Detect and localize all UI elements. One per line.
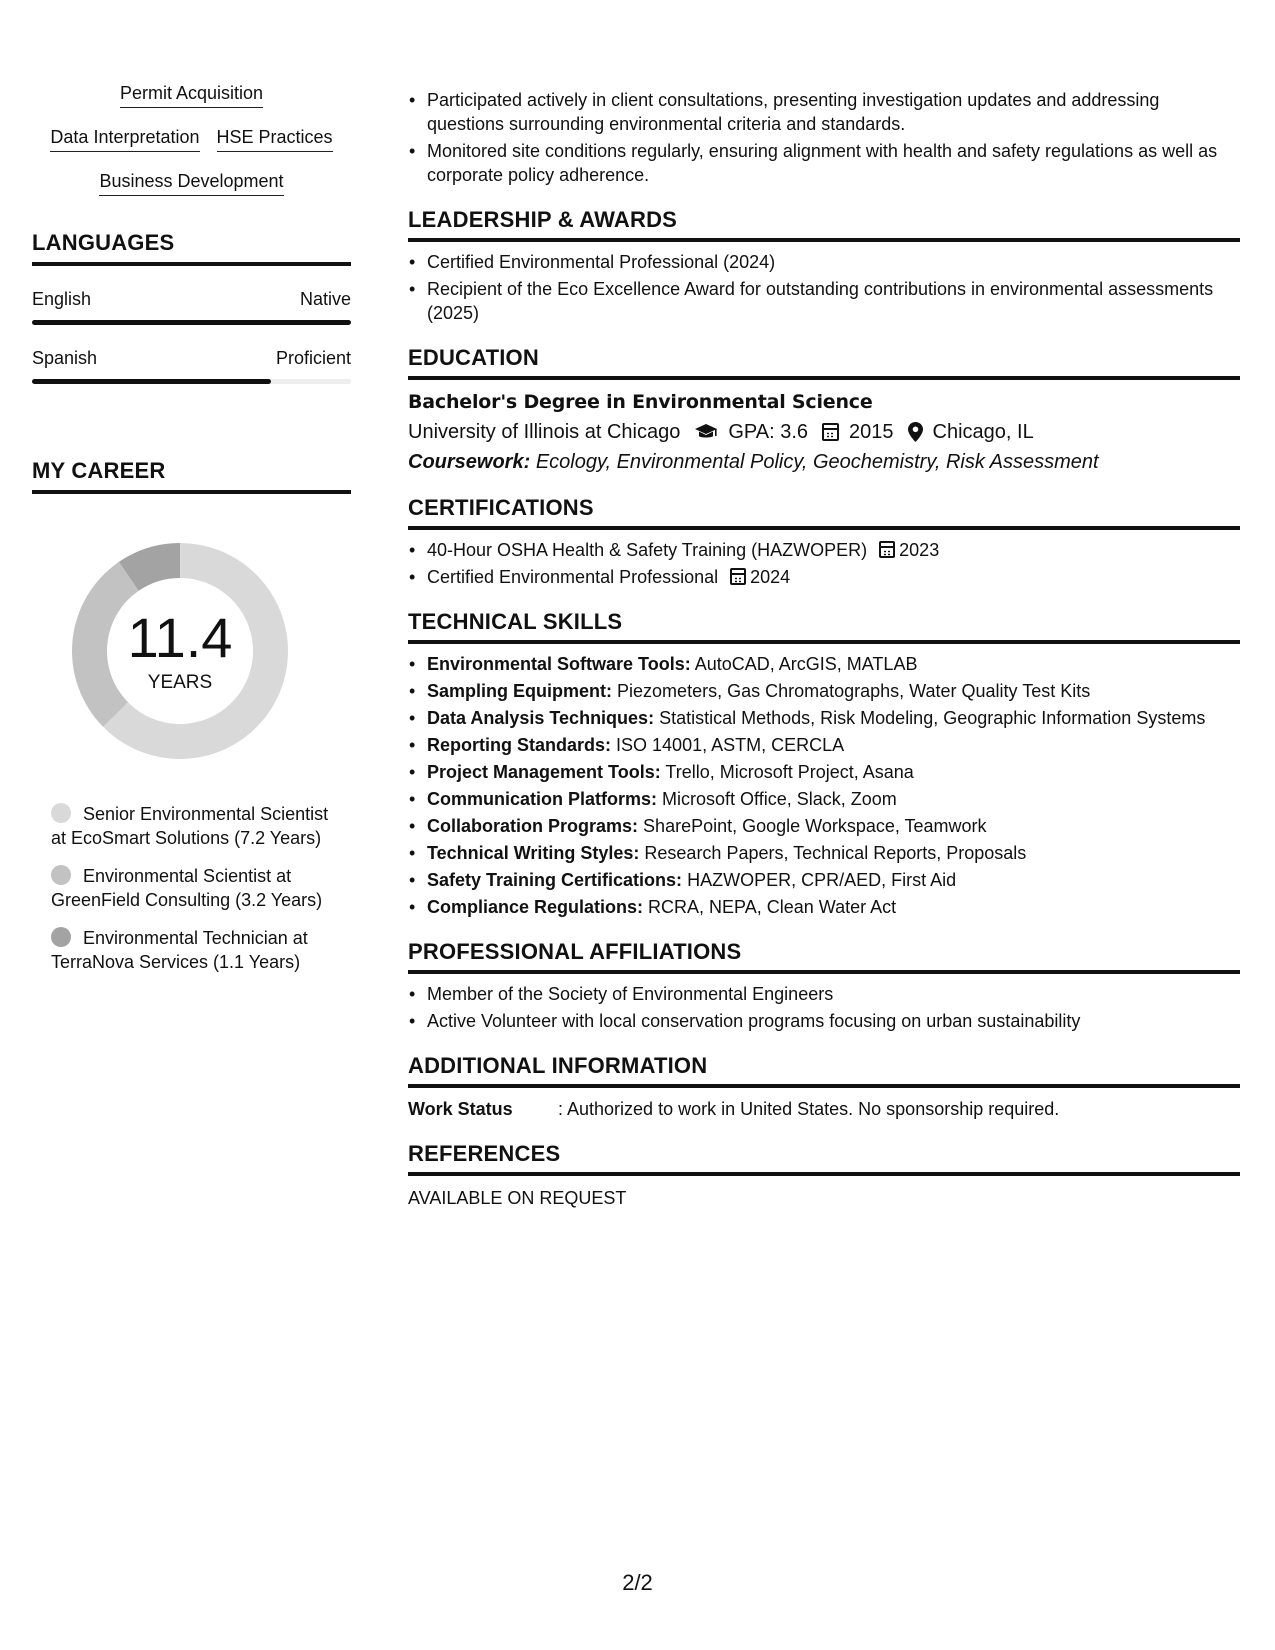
career-heading: MY CAREER <box>32 458 351 494</box>
work-status-row <box>408 1097 1240 1121</box>
career-item <box>51 864 331 912</box>
education-degree: Bachelor's Degree in Environmental Science <box>408 391 873 413</box>
calendar-icon <box>822 423 839 441</box>
skill-label: Safety Training Certifications: <box>427 870 683 890</box>
career-item-text: Environmental Technician at TerraNova Services (1.1 Years) <box>51 928 308 972</box>
location-pin-icon <box>908 422 923 442</box>
skill-tag: Business Development <box>99 170 283 196</box>
language-level: Proficient <box>275 348 351 368</box>
education-gpa: GPA: 3.6 <box>728 421 809 443</box>
language-bar <box>32 320 351 325</box>
certification-name: 40-Hour OSHA Health & Safety Training (HAZWOPER) <box>427 540 868 560</box>
career-total: 11.4 <box>127 606 233 669</box>
technical-skills-heading: TECHNICAL SKILLS <box>408 609 1240 644</box>
language-bar-fill <box>32 320 351 325</box>
skill-label: Communication Platforms: <box>427 789 658 809</box>
work-status-value: : Authorized to work in United States. No sponsorship required. <box>558 1099 1060 1119</box>
list-item <box>408 706 1240 730</box>
technical-skills-list <box>408 652 1240 919</box>
leadership-list <box>408 250 1240 325</box>
language-spanish <box>32 347 351 384</box>
certification-year: 2023 <box>899 540 940 560</box>
additional-info-heading: ADDITIONAL INFORMATION <box>408 1053 1240 1088</box>
education-details <box>408 419 1240 445</box>
skill-value: RCRA, NEPA, Clean Water Act <box>648 897 897 917</box>
experience-bullets <box>408 88 1240 187</box>
career-donut <box>65 536 295 766</box>
skill-label: Reporting Standards: <box>427 735 612 755</box>
list-item <box>408 538 1240 562</box>
career-item <box>51 802 331 850</box>
skill-label: Technical Writing Styles: <box>427 843 640 863</box>
list-item <box>408 760 1240 784</box>
list-item <box>408 841 1240 865</box>
education-heading: EDUCATION <box>408 345 1240 380</box>
language-name: English <box>32 289 92 309</box>
affiliations-heading: PROFESSIONAL AFFILIATIONS <box>408 939 1240 974</box>
certifications-list <box>408 538 1240 589</box>
list-item: • Participated actively in client consultations, presenting investigation updates and addressing questions surrounding environmental criteria and standards. <box>408 88 1240 136</box>
skill-label: Compliance Regulations: <box>427 897 644 917</box>
skill-value: HAZWOPER, CPR/AED, First Aid <box>687 870 957 890</box>
list-item: • Active Volunteer with local conservation programs focusing on urban sustainability <box>408 1009 1240 1033</box>
list-item: • Monitored site conditions regularly, ensuring alignment with health and safety regulations as well as corporate policy adherence. <box>408 139 1240 187</box>
language-bar <box>32 379 351 384</box>
career-item-text: Senior Environmental Scientist at EcoSmart Solutions (7.2 Years) <box>51 804 329 848</box>
education-coursework <box>408 449 1240 475</box>
graduation-cap-icon <box>694 423 718 441</box>
legend-dot <box>51 803 71 823</box>
skill-tags <box>32 82 351 196</box>
education-school: University of Illinois at Chicago <box>408 421 681 443</box>
list-item <box>408 652 1240 676</box>
certification-year: 2024 <box>750 567 791 587</box>
skill-tag: HSE Practices <box>217 126 333 152</box>
skill-value: Research Papers, Technical Reports, Proposals <box>644 843 1027 863</box>
coursework-label: Coursework: <box>408 451 531 473</box>
certifications-heading: CERTIFICATIONS <box>408 495 1240 530</box>
calendar-icon <box>879 541 895 558</box>
skill-value: Trello, Microsoft Project, Asana <box>665 762 914 782</box>
list-item: • Certified Environmental Professional (2024) <box>408 250 1240 274</box>
skill-value: Piezometers, Gas Chromatographs, Water Quality Test Kits <box>617 681 1091 701</box>
legend-dot <box>51 927 71 947</box>
sidebar <box>32 82 351 988</box>
list-item <box>408 895 1240 919</box>
skill-label: Collaboration Programs: <box>427 816 639 836</box>
list-item <box>408 565 1240 589</box>
language-level: Native <box>299 289 351 309</box>
list-item: • Member of the Society of Environmental Engineers <box>408 982 1240 1006</box>
affiliations-list <box>408 982 1240 1033</box>
education-location: Chicago, IL <box>932 421 1034 443</box>
skill-value: ISO 14001, ASTM, CERCLA <box>616 735 845 755</box>
list-item <box>408 679 1240 703</box>
skill-tag: Data Interpretation <box>50 126 199 152</box>
skill-label: Sampling Equipment: <box>427 681 613 701</box>
list-item <box>408 868 1240 892</box>
skill-label: Project Management Tools: <box>427 762 661 782</box>
language-bar-fill <box>32 379 271 384</box>
legend-dot <box>51 865 71 885</box>
skill-value: Statistical Methods, Risk Modeling, Geographic Information Systems <box>659 708 1206 728</box>
language-name: Spanish <box>32 348 98 368</box>
page-number: 2/2 <box>622 1570 653 1595</box>
skill-tag: Permit Acquisition <box>120 82 263 108</box>
leadership-heading: LEADERSHIP & AWARDS <box>408 207 1240 242</box>
references-heading: REFERENCES <box>408 1141 1240 1176</box>
language-english <box>32 288 351 325</box>
references-text: AVAILABLE ON REQUEST <box>408 1188 627 1208</box>
skill-label: Data Analysis Techniques: <box>427 708 655 728</box>
skill-value: SharePoint, Google Workspace, Teamwork <box>643 816 987 836</box>
list-item: • Recipient of the Eco Excellence Award for outstanding contributions in environmental assessments (2025) <box>408 277 1240 325</box>
skill-label: Environmental Software Tools: <box>427 654 691 674</box>
list-item <box>408 814 1240 838</box>
career-item <box>51 926 331 974</box>
skill-value: AutoCAD, ArcGIS, MATLAB <box>694 654 918 674</box>
list-item <box>408 787 1240 811</box>
certification-name: Certified Environmental Professional <box>427 567 719 587</box>
career-legend <box>51 802 331 974</box>
career-item-text: Environmental Scientist at GreenField Consulting (3.2 Years) <box>51 866 323 910</box>
main-content <box>408 80 1240 1210</box>
education-year: 2015 <box>849 421 894 443</box>
skill-value: Microsoft Office, Slack, Zoom <box>662 789 897 809</box>
work-status-label: Work Status <box>408 1099 513 1119</box>
languages-heading: LANGUAGES <box>32 230 351 266</box>
career-unit: YEARS <box>147 672 213 693</box>
coursework-value: Ecology, Environmental Policy, Geochemistry, Risk Assessment <box>535 451 1099 473</box>
calendar-icon <box>730 568 746 585</box>
list-item <box>408 733 1240 757</box>
